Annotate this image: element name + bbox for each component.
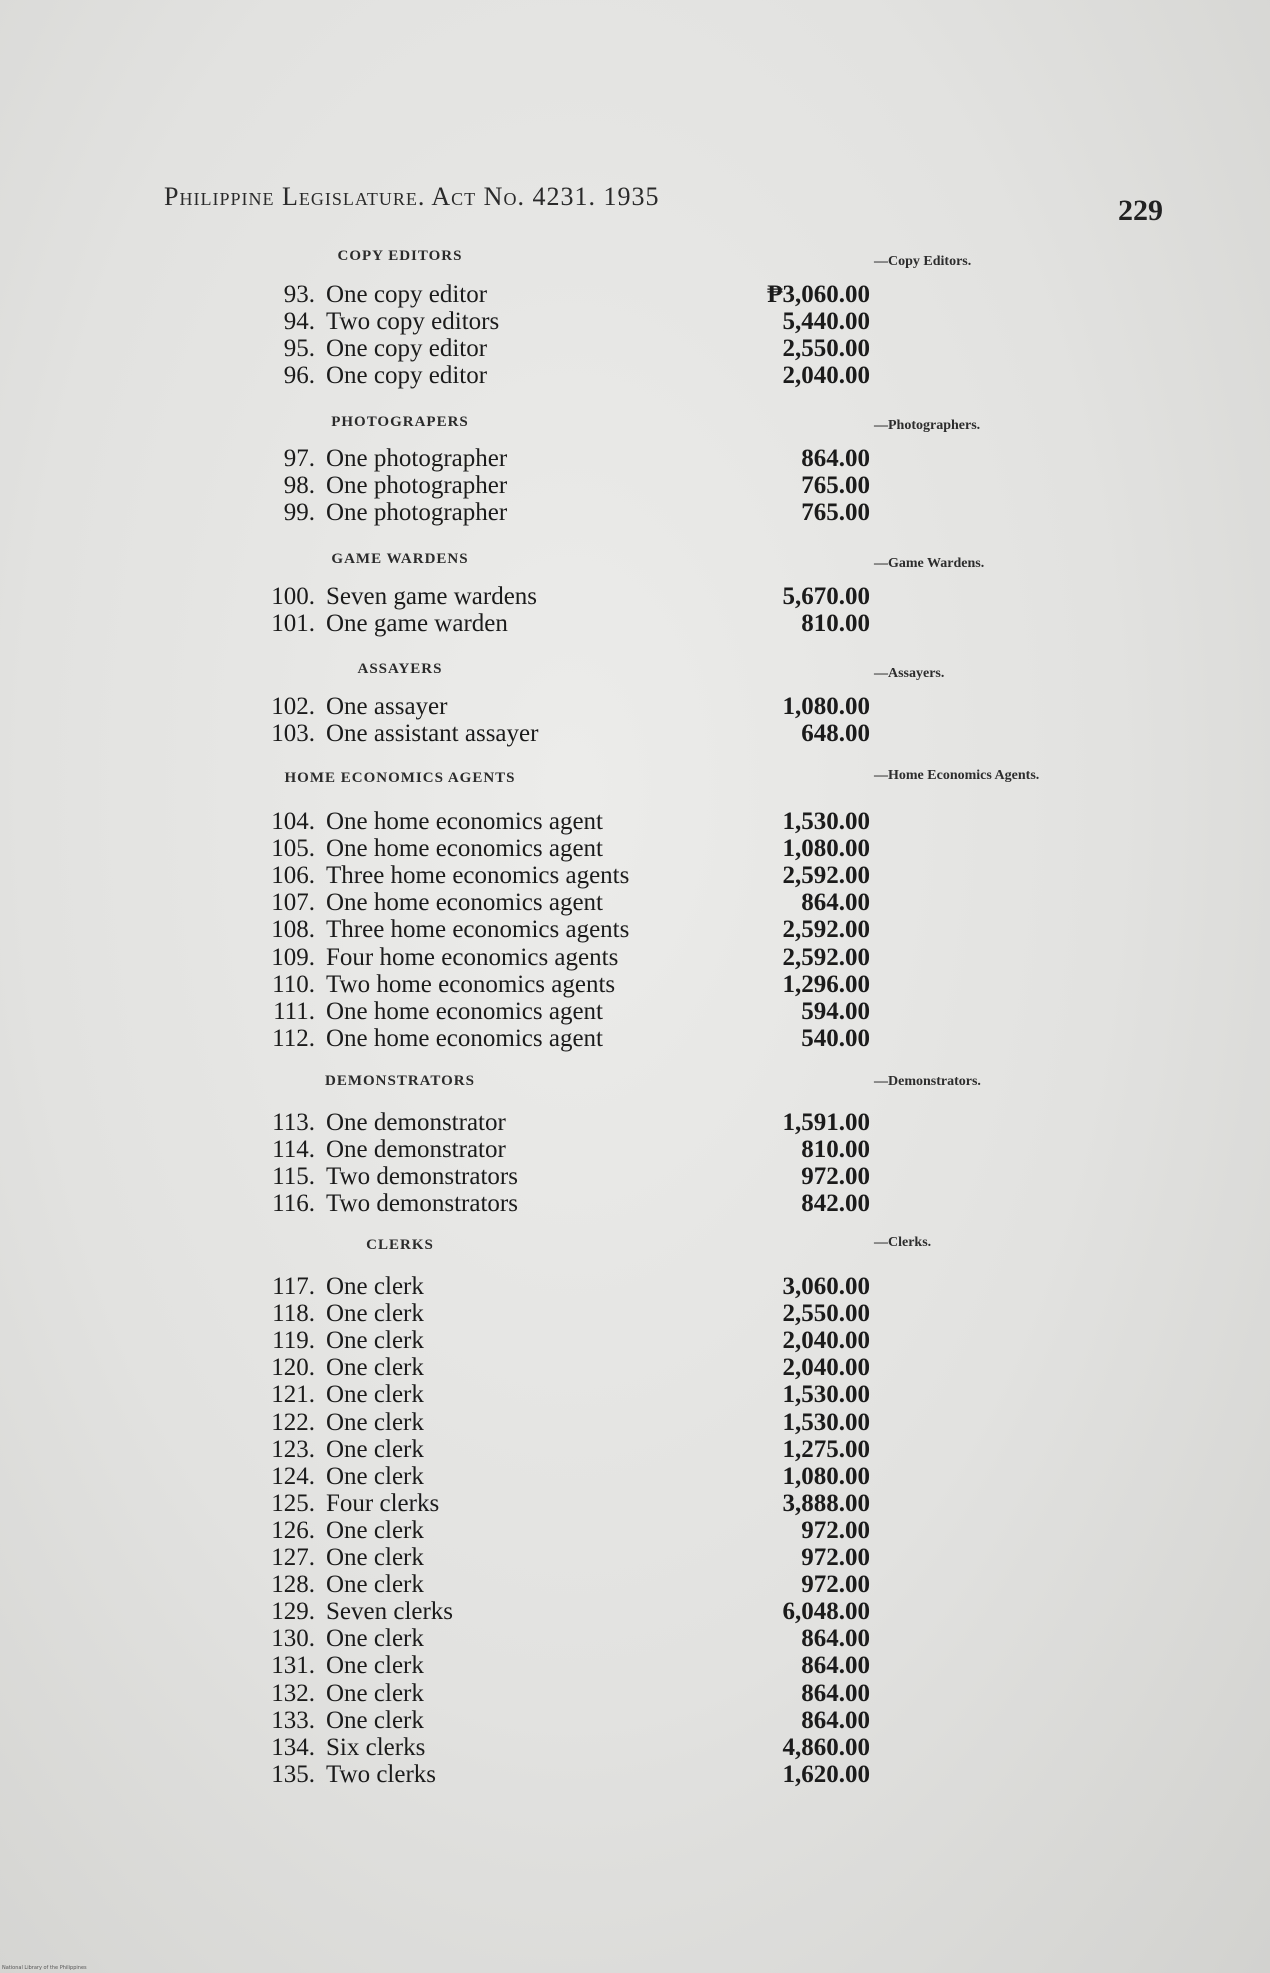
line-item [130, 1598, 870, 1625]
item-number: 109. [271, 943, 315, 971]
section-title: CLERKS [366, 1237, 434, 1253]
line-item [130, 971, 870, 998]
line-item [130, 1025, 870, 1052]
item-amount: 864.00 [801, 445, 870, 472]
item-amount: 864.00 [801, 889, 870, 917]
line-item [130, 1409, 870, 1436]
item-description-text: Two copy editors [326, 308, 500, 336]
item-number: 102. [271, 693, 315, 720]
item-number: 129. [271, 1598, 315, 1626]
item-number: 96. [283, 362, 315, 390]
item-amount: 1,620.00 [782, 1760, 870, 1788]
item-description-text: One clerk [326, 1300, 424, 1328]
item-number: 93. [283, 281, 315, 308]
item-number: 118. [272, 1300, 315, 1328]
item-number: 127. [271, 1544, 315, 1571]
item-description-text: One clerk [326, 1571, 424, 1599]
item-description-text: One clerk [326, 1706, 424, 1734]
item-number: 105. [271, 835, 315, 863]
item-amount: 842.00 [801, 1190, 870, 1218]
item-amount: 765.00 [801, 499, 870, 527]
line-item [130, 1463, 870, 1490]
item-number: 123. [271, 1435, 315, 1463]
line-item [130, 1490, 870, 1517]
line-item [130, 362, 870, 389]
line-item [130, 1652, 870, 1679]
margin-note: —Assayers. [874, 666, 945, 681]
item-amount: 2,592.00 [782, 943, 870, 971]
line-item [130, 1381, 870, 1408]
section-title: ASSAYERS [357, 661, 443, 677]
item-description-text: One home economics agent [326, 808, 603, 835]
item-description-text: One demonstrator [326, 1109, 506, 1136]
item-number: 110. [272, 970, 315, 998]
item-amount: 2,040.00 [782, 1354, 870, 1382]
item-amount: 1,080.00 [782, 835, 870, 863]
line-item [130, 720, 870, 747]
item-number: 124. [271, 1462, 315, 1490]
item-amount: 2,550.00 [782, 335, 870, 363]
margin-note: —Home Economics Agents. [874, 768, 1040, 783]
item-description-text: One clerk [326, 1625, 424, 1653]
item-number: 99. [283, 499, 315, 527]
item-amount: 864.00 [801, 1652, 870, 1680]
item-amount: 972.00 [801, 1163, 870, 1191]
item-number: 121. [271, 1381, 315, 1409]
item-amount: 648.00 [801, 720, 870, 748]
line-item [130, 889, 870, 916]
item-amount: 972.00 [801, 1571, 870, 1599]
running-header: Philippine Legislature. Act No. 4231. 1935 [164, 182, 660, 211]
item-number: 117. [272, 1273, 315, 1300]
section-title: DEMONSTRATORS [325, 1073, 475, 1089]
section-title: PHOTOGRAPERS [331, 414, 469, 430]
item-description-text: One demonstrator [326, 1136, 506, 1164]
item-description-text: Three home economics agents [326, 916, 630, 944]
scan-credit: National Library of the Philippines [2, 1965, 87, 1971]
item-number: 112. [272, 1024, 315, 1052]
item-description-text: One clerk [326, 1516, 424, 1544]
item-number: 134. [271, 1733, 315, 1761]
item-amount: 1,530.00 [782, 1408, 870, 1436]
line-item [130, 1734, 870, 1761]
item-number: 135. [271, 1760, 315, 1788]
item-amount: 594.00 [801, 997, 870, 1025]
item-number: 114. [272, 1136, 315, 1164]
line-item [130, 1136, 870, 1163]
item-amount: 1,296.00 [782, 970, 870, 998]
item-amount: 3,060.00 [782, 1273, 870, 1300]
item-description-text: One clerk [326, 1544, 424, 1571]
item-amount: 1,080.00 [782, 1462, 870, 1490]
section-title: COPY EDITORS [337, 248, 463, 264]
line-item [130, 1109, 870, 1136]
item-description-text: One photographer [326, 472, 508, 500]
item-number: 107. [271, 889, 315, 917]
margin-note: —Clerks. [874, 1235, 932, 1250]
item-number: 126. [271, 1516, 315, 1544]
item-amount: 810.00 [801, 610, 870, 638]
item-amount: 1,530.00 [782, 808, 870, 835]
item-description-text: One home economics agent [326, 889, 603, 917]
line-item [130, 308, 870, 335]
item-description-text: One game warden [326, 610, 508, 638]
item-amount: 540.00 [801, 1024, 870, 1052]
item-number: 97. [283, 445, 315, 472]
item-description-text: One home economics agent [326, 1024, 603, 1052]
item-amount: 4,860.00 [782, 1733, 870, 1761]
item-description-text: One clerk [326, 1435, 424, 1463]
item-description-text: Two demonstrators [326, 1163, 518, 1191]
line-item [130, 1190, 870, 1217]
item-description-text: One clerk [326, 1652, 424, 1680]
line-item [130, 583, 870, 610]
line-item [130, 1761, 870, 1788]
item-amount: 972.00 [801, 1544, 870, 1571]
item-number: 115. [272, 1163, 315, 1191]
item-amount: 972.00 [801, 1516, 870, 1544]
line-item [130, 610, 870, 637]
item-number: 116. [272, 1190, 315, 1218]
item-number: 133. [271, 1706, 315, 1734]
item-description-text: Two demonstrators [326, 1190, 518, 1218]
item-amount: 864.00 [801, 1625, 870, 1653]
item-number: 100. [271, 583, 315, 610]
item-description-text: One clerk [326, 1462, 424, 1490]
item-amount: 2,550.00 [782, 1300, 870, 1328]
item-amount: 5,440.00 [782, 308, 870, 336]
item-description-text: One clerk [326, 1408, 424, 1436]
line-item [130, 1680, 870, 1707]
line-item [130, 1300, 870, 1327]
item-amount: ₱3,060.00 [767, 281, 870, 308]
item-description-text: Seven game wardens [326, 583, 538, 610]
item-number: 104. [271, 808, 315, 835]
item-number: 111. [273, 997, 315, 1025]
item-amount: 1,530.00 [782, 1381, 870, 1409]
item-number: 125. [271, 1489, 315, 1517]
line-item [130, 808, 870, 835]
item-description-text: One copy editor [326, 335, 488, 363]
item-description-text: Two home economics agents [326, 970, 616, 998]
item-amount: 6,048.00 [782, 1598, 870, 1626]
item-number: 94. [283, 308, 315, 336]
item-number: 130. [271, 1625, 315, 1653]
item-description-text: One clerk [326, 1381, 424, 1409]
item-description-text: Four home economics agents [326, 943, 619, 971]
item-number: 128. [271, 1571, 315, 1599]
item-description-text: One photographer [326, 499, 508, 527]
item-number: 132. [271, 1679, 315, 1707]
item-amount: 864.00 [801, 1706, 870, 1734]
item-description-text: One clerk [326, 1354, 424, 1382]
line-item [130, 1163, 870, 1190]
item-description-text: One assistant assayer [326, 720, 539, 748]
item-amount: 2,040.00 [782, 1327, 870, 1355]
item-number: 119. [272, 1327, 315, 1355]
line-item [130, 1436, 870, 1463]
item-amount: 2,592.00 [782, 862, 870, 890]
item-description-text: One copy editor [326, 281, 488, 308]
line-item [130, 335, 870, 362]
line-item [130, 445, 870, 472]
line-item [130, 1354, 870, 1381]
item-description-text: One copy editor [326, 362, 488, 390]
page-number: 229 [1118, 194, 1163, 227]
item-description-text: One clerk [326, 1679, 424, 1707]
item-number: 95. [283, 335, 315, 363]
item-amount: 2,592.00 [782, 916, 870, 944]
item-number: 108. [271, 916, 315, 944]
line-item [130, 1571, 870, 1598]
line-item [130, 472, 870, 499]
line-item [130, 916, 870, 943]
section-title: GAME WARDENS [331, 551, 469, 567]
line-item [130, 862, 870, 889]
line-item [130, 944, 870, 971]
item-number: 98. [283, 472, 315, 500]
item-number: 131. [271, 1652, 315, 1680]
item-description-text: One assayer [326, 693, 448, 720]
line-item [130, 1625, 870, 1652]
item-amount: 2,040.00 [782, 362, 870, 390]
line-item [130, 281, 870, 308]
line-item [130, 1544, 870, 1571]
item-description-text: Six clerks [326, 1733, 426, 1761]
item-amount: 1,080.00 [782, 693, 870, 720]
item-number: 113. [272, 1109, 315, 1136]
item-description-text: One clerk [326, 1273, 424, 1300]
item-amount: 810.00 [801, 1136, 870, 1164]
line-item [130, 1517, 870, 1544]
item-description-text: One home economics agent [326, 835, 603, 863]
item-description-text: Seven clerks [326, 1598, 454, 1626]
item-description-text: One photographer [326, 445, 508, 472]
item-description-text: Four clerks [326, 1489, 440, 1517]
margin-note: —Copy Editors. [874, 254, 972, 269]
item-description-text: Three home economics agents [326, 862, 630, 890]
item-number: 103. [271, 720, 315, 748]
line-item [130, 693, 870, 720]
line-item [130, 998, 870, 1025]
line-item [130, 835, 870, 862]
item-number: 106. [271, 862, 315, 890]
item-amount: 864.00 [801, 1679, 870, 1707]
line-item [130, 1327, 870, 1354]
section-title: HOME ECONOMICS AGENTS [284, 770, 516, 786]
item-amount: 3,888.00 [782, 1489, 870, 1517]
item-number: 120. [271, 1354, 315, 1382]
line-item [130, 499, 870, 526]
item-amount: 1,275.00 [782, 1435, 870, 1463]
item-description-text: One home economics agent [326, 997, 603, 1025]
margin-note: —Photographers. [874, 418, 981, 433]
item-amount: 5,670.00 [782, 583, 870, 610]
line-item [130, 1707, 870, 1734]
item-number: 101. [271, 610, 315, 638]
margin-note: —Demonstrators. [874, 1074, 981, 1089]
item-number: 122. [271, 1408, 315, 1436]
item-amount: 765.00 [801, 472, 870, 500]
item-description-text: One clerk [326, 1327, 424, 1355]
line-item [130, 1273, 870, 1300]
item-description-text: Two clerks [326, 1760, 437, 1788]
item-amount: 1,591.00 [782, 1109, 870, 1136]
margin-note: —Game Wardens. [874, 556, 985, 571]
